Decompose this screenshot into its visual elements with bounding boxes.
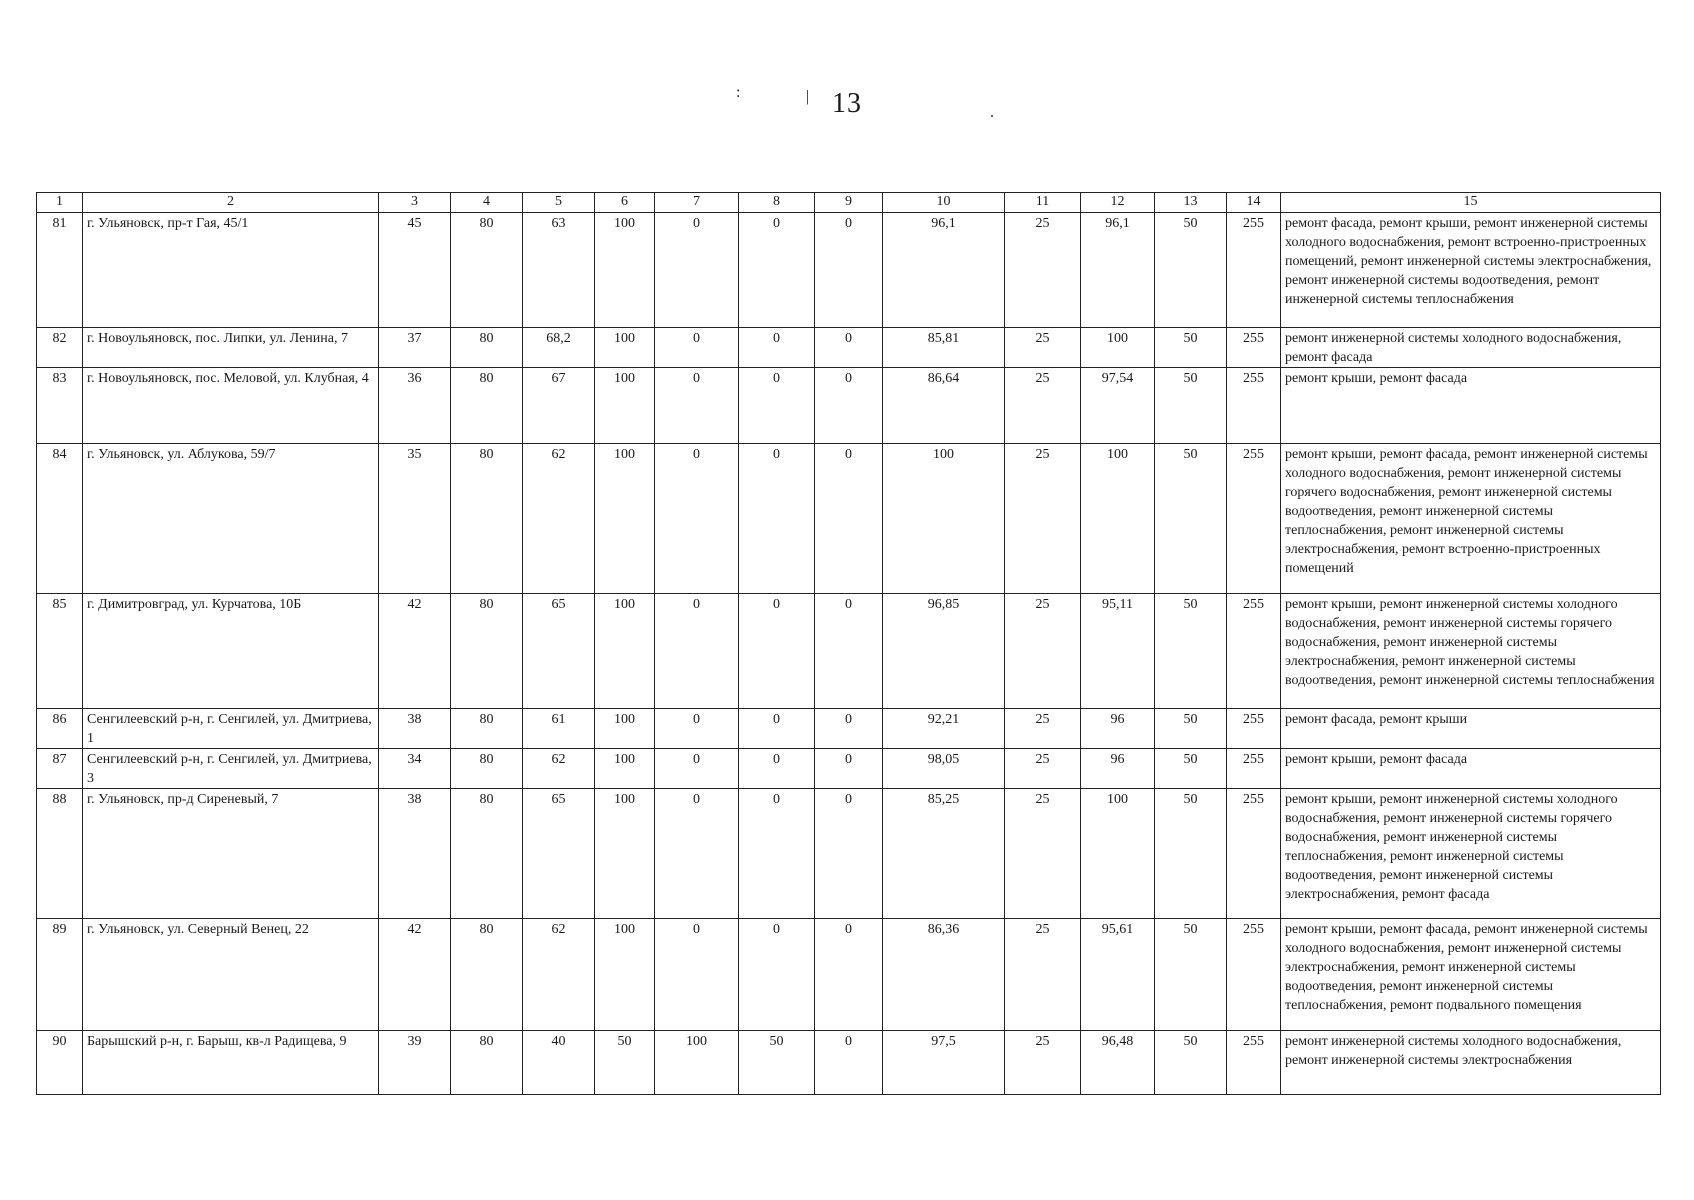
row-number: 82 <box>37 328 83 368</box>
row-number: 84 <box>37 444 83 594</box>
value-cell-col-3: 45 <box>379 213 451 328</box>
column-header: 2 <box>83 193 379 213</box>
value-cell-col-5: 62 <box>523 749 595 789</box>
value-cell-col-11: 25 <box>1005 789 1081 919</box>
column-header: 13 <box>1155 193 1227 213</box>
table-row <box>37 444 1661 594</box>
value-cell-col-7: 0 <box>655 213 739 328</box>
value-cell-col-3: 42 <box>379 594 451 709</box>
value-cell-col-12: 95,11 <box>1081 594 1155 709</box>
value-cell-col-4: 80 <box>451 789 523 919</box>
value-cell-col-12: 96,48 <box>1081 1031 1155 1095</box>
column-header: 10 <box>883 193 1005 213</box>
value-cell-col-8: 0 <box>739 213 815 328</box>
value-cell-col-6: 100 <box>595 789 655 919</box>
value-cell-col-8: 0 <box>739 919 815 1031</box>
column-header: 15 <box>1281 193 1661 213</box>
value-cell-col-3: 37 <box>379 328 451 368</box>
value-cell-col-4: 80 <box>451 213 523 328</box>
value-cell-col-12: 100 <box>1081 789 1155 919</box>
value-cell-col-12: 95,61 <box>1081 919 1155 1031</box>
value-cell-col-12: 96 <box>1081 749 1155 789</box>
value-cell-col-8: 0 <box>739 709 815 749</box>
value-cell-col-9: 0 <box>815 1031 883 1095</box>
value-cell-col-14: 255 <box>1227 368 1281 444</box>
value-cell-col-3: 42 <box>379 919 451 1031</box>
column-header: 12 <box>1081 193 1155 213</box>
address-cell: г. Димитровград, ул. Курчатова, 10Б <box>83 594 379 709</box>
row-number: 89 <box>37 919 83 1031</box>
value-cell-col-12: 96,1 <box>1081 213 1155 328</box>
value-cell-col-13: 50 <box>1155 594 1227 709</box>
value-cell-col-7: 0 <box>655 709 739 749</box>
table-row <box>37 594 1661 709</box>
value-cell-col-8: 0 <box>739 328 815 368</box>
value-cell-col-6: 100 <box>595 709 655 749</box>
table-row <box>37 919 1661 1031</box>
value-cell-col-4: 80 <box>451 1031 523 1095</box>
value-cell-col-9: 0 <box>815 749 883 789</box>
register-table <box>36 192 1661 1095</box>
table-body <box>37 213 1661 1095</box>
value-cell-col-14: 255 <box>1227 594 1281 709</box>
value-cell-col-11: 25 <box>1005 328 1081 368</box>
value-cell-col-11: 25 <box>1005 594 1081 709</box>
table-row <box>37 1031 1661 1095</box>
works-cell: ремонт крыши, ремонт инженерной системы холодного водоснабжения, ремонт инженерной системы горячего водоснабжения, ремонт инженерной системы электроснабжения, ремонт инженерной системы водоотведения, ремонт инженерной системы теплоснабжения <box>1281 594 1661 709</box>
value-cell-col-13: 50 <box>1155 749 1227 789</box>
value-cell-col-10: 100 <box>883 444 1005 594</box>
table-row <box>37 789 1661 919</box>
value-cell-col-4: 80 <box>451 709 523 749</box>
value-cell-col-10: 92,21 <box>883 709 1005 749</box>
value-cell-col-4: 80 <box>451 444 523 594</box>
table-row <box>37 213 1661 328</box>
works-cell: ремонт крыши, ремонт фасада, ремонт инженерной системы холодного водоснабжения, ремонт инженерной системы горячего водоснабжения, ремонт инженерной системы водоотведения, ремонт инженерной системы теплоснабжения, ремонт инженерной системы электроснабжения, ремонт встроенно-пристроенных помещений <box>1281 444 1661 594</box>
value-cell-col-9: 0 <box>815 919 883 1031</box>
value-cell-col-3: 38 <box>379 709 451 749</box>
column-header: 3 <box>379 193 451 213</box>
value-cell-col-7: 0 <box>655 594 739 709</box>
value-cell-col-5: 65 <box>523 789 595 919</box>
table-row <box>37 749 1661 789</box>
page-number: 13 <box>832 88 862 119</box>
value-cell-col-8: 0 <box>739 444 815 594</box>
header-row <box>37 193 1661 213</box>
value-cell-col-13: 50 <box>1155 789 1227 919</box>
value-cell-col-12: 100 <box>1081 444 1155 594</box>
value-cell-col-7: 0 <box>655 749 739 789</box>
value-cell-col-5: 62 <box>523 444 595 594</box>
value-cell-col-5: 63 <box>523 213 595 328</box>
address-cell: Сенгилеевский р-н, г. Сенгилей, ул. Дмитриева, 1 <box>83 709 379 749</box>
value-cell-col-10: 96,85 <box>883 594 1005 709</box>
value-cell-col-14: 255 <box>1227 919 1281 1031</box>
row-number: 83 <box>37 368 83 444</box>
column-header: 14 <box>1227 193 1281 213</box>
value-cell-col-9: 0 <box>815 368 883 444</box>
works-cell: ремонт инженерной системы холодного водоснабжения, ремонт фасада <box>1281 328 1661 368</box>
value-cell-col-7: 0 <box>655 919 739 1031</box>
value-cell-col-10: 97,5 <box>883 1031 1005 1095</box>
value-cell-col-9: 0 <box>815 328 883 368</box>
value-cell-col-3: 38 <box>379 789 451 919</box>
works-cell: ремонт крыши, ремонт фасада <box>1281 749 1661 789</box>
value-cell-col-6: 100 <box>595 213 655 328</box>
value-cell-col-6: 100 <box>595 328 655 368</box>
value-cell-col-13: 50 <box>1155 709 1227 749</box>
row-number: 86 <box>37 709 83 749</box>
works-cell: ремонт фасада, ремонт крыши <box>1281 709 1661 749</box>
value-cell-col-3: 39 <box>379 1031 451 1095</box>
value-cell-col-14: 255 <box>1227 213 1281 328</box>
address-cell: Барышский р-н, г. Барыш, кв-л Радищева, 9 <box>83 1031 379 1095</box>
value-cell-col-8: 0 <box>739 368 815 444</box>
scan-speck: . <box>990 104 994 121</box>
value-cell-col-14: 255 <box>1227 1031 1281 1095</box>
value-cell-col-7: 0 <box>655 444 739 594</box>
value-cell-col-7: 0 <box>655 789 739 919</box>
value-cell-col-5: 67 <box>523 368 595 444</box>
value-cell-col-14: 255 <box>1227 709 1281 749</box>
value-cell-col-5: 40 <box>523 1031 595 1095</box>
address-cell: г. Ульяновск, пр-д Сиреневый, 7 <box>83 789 379 919</box>
column-header: 1 <box>37 193 83 213</box>
value-cell-col-12: 96 <box>1081 709 1155 749</box>
value-cell-col-5: 68,2 <box>523 328 595 368</box>
value-cell-col-6: 50 <box>595 1031 655 1095</box>
address-cell: Сенгилеевский р-н, г. Сенгилей, ул. Дмитриева, 3 <box>83 749 379 789</box>
column-header: 5 <box>523 193 595 213</box>
value-cell-col-14: 255 <box>1227 328 1281 368</box>
column-header: 8 <box>739 193 815 213</box>
value-cell-col-10: 85,25 <box>883 789 1005 919</box>
table-row <box>37 328 1661 368</box>
value-cell-col-7: 0 <box>655 328 739 368</box>
value-cell-col-4: 80 <box>451 594 523 709</box>
value-cell-col-6: 100 <box>595 919 655 1031</box>
value-cell-col-7: 100 <box>655 1031 739 1095</box>
value-cell-col-11: 25 <box>1005 368 1081 444</box>
works-cell: ремонт крыши, ремонт фасада, ремонт инженерной системы холодного водоснабжения, ремонт инженерной системы электроснабжения, ремонт инженерной системы водоотведения, ремонт инженерной системы теплоснабжения, ремонт подвального помещения <box>1281 919 1661 1031</box>
value-cell-col-10: 86,36 <box>883 919 1005 1031</box>
scan-speck: | <box>806 88 810 105</box>
address-cell: г. Новоульяновск, пос. Липки, ул. Ленина, 7 <box>83 328 379 368</box>
row-number: 81 <box>37 213 83 328</box>
value-cell-col-5: 65 <box>523 594 595 709</box>
table-row <box>37 709 1661 749</box>
value-cell-col-14: 255 <box>1227 749 1281 789</box>
value-cell-col-9: 0 <box>815 709 883 749</box>
address-cell: г. Новоульяновск, пос. Меловой, ул. Клубная, 4 <box>83 368 379 444</box>
column-header: 4 <box>451 193 523 213</box>
value-cell-col-11: 25 <box>1005 709 1081 749</box>
value-cell-col-10: 85,81 <box>883 328 1005 368</box>
value-cell-col-7: 0 <box>655 368 739 444</box>
value-cell-col-14: 255 <box>1227 444 1281 594</box>
row-number: 85 <box>37 594 83 709</box>
value-cell-col-9: 0 <box>815 444 883 594</box>
value-cell-col-12: 97,54 <box>1081 368 1155 444</box>
value-cell-col-13: 50 <box>1155 213 1227 328</box>
value-cell-col-6: 100 <box>595 749 655 789</box>
value-cell-col-12: 100 <box>1081 328 1155 368</box>
value-cell-col-10: 86,64 <box>883 368 1005 444</box>
value-cell-col-10: 96,1 <box>883 213 1005 328</box>
value-cell-col-11: 25 <box>1005 1031 1081 1095</box>
value-cell-col-8: 50 <box>739 1031 815 1095</box>
address-cell: г. Ульяновск, ул. Аблукова, 59/7 <box>83 444 379 594</box>
column-header: 11 <box>1005 193 1081 213</box>
value-cell-col-5: 62 <box>523 919 595 1031</box>
works-cell: ремонт крыши, ремонт фасада <box>1281 368 1661 444</box>
table-row <box>37 368 1661 444</box>
value-cell-col-11: 25 <box>1005 919 1081 1031</box>
row-number: 88 <box>37 789 83 919</box>
row-number: 90 <box>37 1031 83 1095</box>
value-cell-col-6: 100 <box>595 368 655 444</box>
value-cell-col-6: 100 <box>595 594 655 709</box>
value-cell-col-14: 255 <box>1227 789 1281 919</box>
value-cell-col-13: 50 <box>1155 1031 1227 1095</box>
value-cell-col-9: 0 <box>815 789 883 919</box>
value-cell-col-8: 0 <box>739 594 815 709</box>
value-cell-col-13: 50 <box>1155 919 1227 1031</box>
works-cell: ремонт инженерной системы холодного водоснабжения, ремонт инженерной системы электроснабжения <box>1281 1031 1661 1095</box>
value-cell-col-11: 25 <box>1005 213 1081 328</box>
value-cell-col-3: 36 <box>379 368 451 444</box>
column-header: 9 <box>815 193 883 213</box>
value-cell-col-3: 34 <box>379 749 451 789</box>
value-cell-col-4: 80 <box>451 919 523 1031</box>
value-cell-col-13: 50 <box>1155 328 1227 368</box>
value-cell-col-8: 0 <box>739 749 815 789</box>
value-cell-col-5: 61 <box>523 709 595 749</box>
row-number: 87 <box>37 749 83 789</box>
value-cell-col-4: 80 <box>451 749 523 789</box>
value-cell-col-10: 98,05 <box>883 749 1005 789</box>
value-cell-col-13: 50 <box>1155 444 1227 594</box>
works-cell: ремонт крыши, ремонт инженерной системы холодного водоснабжения, ремонт инженерной системы горячего водоснабжения, ремонт инженерной системы теплоснабжения, ремонт инженерной системы водоотведения, ремонт инженерной системы электроснабжения, ремонт фасада <box>1281 789 1661 919</box>
address-cell: г. Ульяновск, пр-т Гая, 45/1 <box>83 213 379 328</box>
value-cell-col-4: 80 <box>451 328 523 368</box>
column-header: 6 <box>595 193 655 213</box>
value-cell-col-13: 50 <box>1155 368 1227 444</box>
address-cell: г. Ульяновск, ул. Северный Венец, 22 <box>83 919 379 1031</box>
works-cell: ремонт фасада, ремонт крыши, ремонт инженерной системы холодного водоснабжения, ремонт встроенно-пристроенных помещений, ремонт инженерной системы электроснабжения, ремонт инженерной системы водоотведения, ремонт инженерной системы теплоснабжения <box>1281 213 1661 328</box>
value-cell-col-9: 0 <box>815 213 883 328</box>
value-cell-col-3: 35 <box>379 444 451 594</box>
value-cell-col-8: 0 <box>739 789 815 919</box>
value-cell-col-11: 25 <box>1005 749 1081 789</box>
value-cell-col-11: 25 <box>1005 444 1081 594</box>
value-cell-col-6: 100 <box>595 444 655 594</box>
value-cell-col-9: 0 <box>815 594 883 709</box>
column-header: 7 <box>655 193 739 213</box>
scan-speck: : <box>736 84 741 101</box>
value-cell-col-4: 80 <box>451 368 523 444</box>
